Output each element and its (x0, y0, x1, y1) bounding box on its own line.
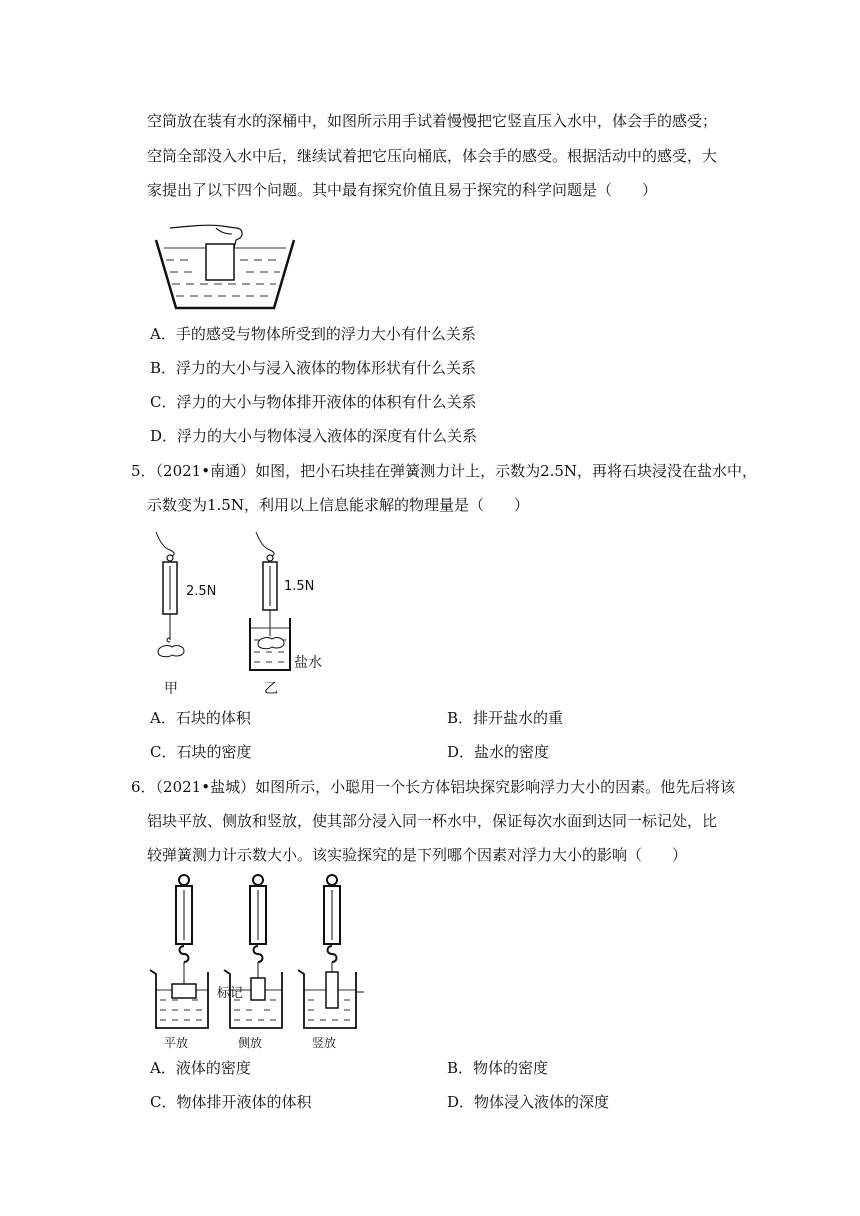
liquid-label: 盐水 (294, 655, 322, 671)
q4-option-d[interactable]: D．浮力的大小与物体浸入液体的深度有什么关系 (150, 427, 478, 445)
q6-option-a[interactable]: A．液体的密度 (150, 1059, 251, 1077)
q4-stem-line-1: 空筒放在装有水的深桶中，如图所示用手试着慢慢把它竖直压入水中，体会手的感受； (147, 112, 718, 130)
q4-option-c[interactable]: C．浮力的大小与物体排开液体的体积有什么关系 (150, 393, 477, 411)
q6-option-d[interactable]: D．物体浸入液体的深度 (447, 1093, 610, 1111)
block-flat (172, 984, 196, 998)
setup-flat (150, 875, 208, 1028)
block-upright (326, 972, 338, 1008)
q6-option-b[interactable]: B．物体的密度 (447, 1059, 549, 1077)
mark-label: 标记 (217, 986, 244, 1001)
q4-option-b[interactable]: B．浮力的大小与浸入液体的物体形状有什么关系 (150, 359, 477, 377)
caption-yi: 乙 (264, 681, 278, 697)
setup-upright (298, 875, 364, 1028)
empty-can (206, 244, 234, 280)
block-side (251, 978, 265, 1000)
q5-option-b[interactable]: B．排开盐水的重 (447, 709, 564, 727)
q6-stem-line-2: 铝块平放、侧放和竖放，使其部分浸入同一杯水中，保证每次水面到达同一标记处，比 (147, 812, 718, 830)
q6-stem-line-1: 6．（2021•盐城）如图所示，小聪用一个长方体铝块探究影响浮力大小的因素。他先后将该 (131, 778, 736, 796)
caption-jia: 甲 (164, 681, 178, 697)
hand-icon (256, 532, 274, 556)
q6-beakers-figure (148, 872, 388, 1032)
q6-option-c[interactable]: C．物体排开液体的体积 (150, 1093, 312, 1111)
q4-stem-line-2: 空筒全部没入水中后，继续试着把它压向桶底，体会手的感受。根据活动中的感受，大 (147, 147, 718, 165)
hand-icon (156, 532, 174, 556)
q5-option-a[interactable]: A．石块的体积 (150, 709, 251, 727)
reading-b: 1.5N (284, 579, 315, 594)
q6-stem-line-3: 较弹簧测力计示数大小。该实验探究的是下列哪个因素对浮力大小的影响（ ） (147, 846, 688, 864)
setup-side (224, 875, 282, 1028)
q5-stem-line-1: 5．（2021•南通）如图，把小石块挂在弹簧测力计上，示数为2.5N，再将石块浸没在盐水中， (131, 462, 758, 480)
q5-stem-line-2: 示数变为1.5N，利用以上信息能求解的物理量是（ ） (147, 496, 529, 514)
caption-flat: 平放 (164, 1036, 189, 1050)
caption-upright: 竖放 (312, 1036, 337, 1050)
q5-option-c[interactable]: C．石块的密度 (150, 743, 252, 761)
q4-bucket-figure (150, 218, 300, 314)
q5-spring-scale-figure (150, 528, 340, 698)
q4-option-a[interactable]: A．手的感受与物体所受到的浮力大小有什么关系 (150, 325, 476, 343)
reading-a: 2.5N (186, 584, 217, 599)
stone-a (158, 646, 184, 657)
caption-side: 侧放 (238, 1036, 263, 1050)
q5-option-d[interactable]: D．盐水的密度 (447, 743, 550, 761)
stone-b (258, 638, 284, 649)
q4-stem-line-3: 家提出了以下四个问题。其中最有探究价值且易于探究的科学问题是（ ） (147, 181, 658, 199)
